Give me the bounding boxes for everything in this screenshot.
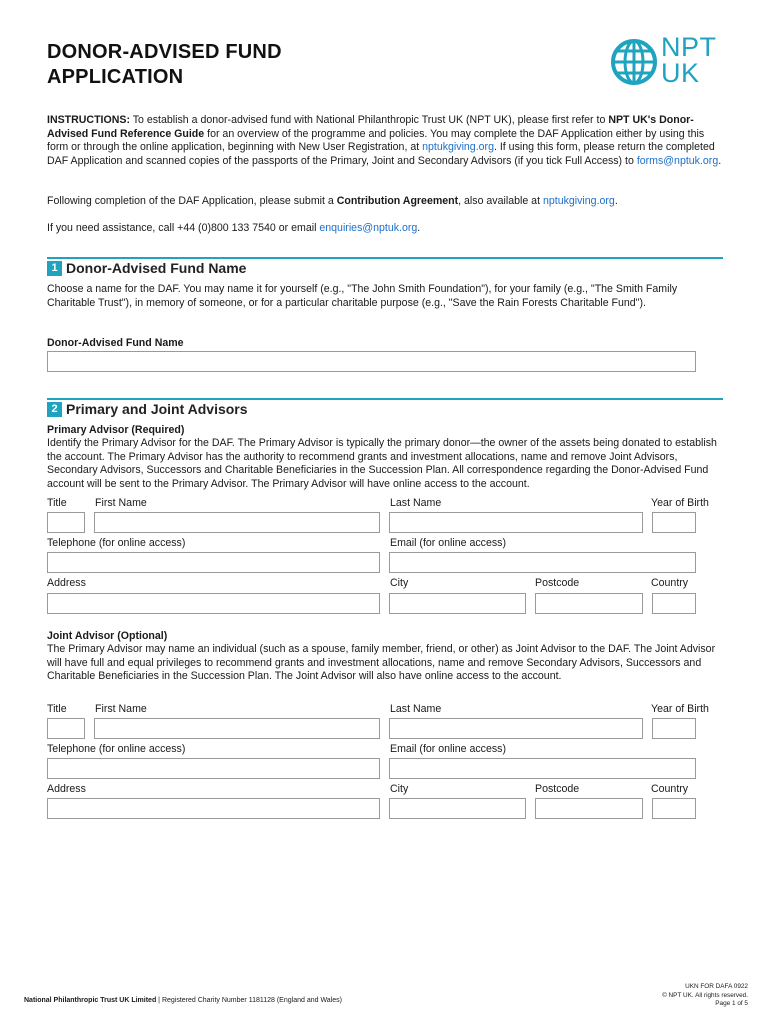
section-title: Donor-Advised Fund Name: [66, 260, 247, 276]
label-telephone: Telephone (for online access): [47, 743, 186, 755]
label-address: Address: [47, 577, 86, 589]
label-last-name: Last Name: [390, 703, 442, 715]
joint-last-name-input[interactable]: [389, 718, 643, 739]
text: .: [718, 154, 722, 167]
primary-postcode-input[interactable]: [535, 593, 643, 614]
section-title: Primary and Joint Advisors: [66, 401, 248, 417]
label-postcode: Postcode: [535, 783, 580, 795]
joint-email-input[interactable]: [389, 758, 696, 779]
title-line-2: APPLICATION: [47, 66, 184, 88]
fund-name-input[interactable]: [47, 351, 696, 372]
joint-advisor-heading: Joint Advisor (Optional): [47, 630, 168, 642]
logo-text-npt: NPT: [661, 32, 717, 62]
primary-advisor-heading: Primary Advisor (Required): [47, 424, 185, 436]
section-1-description: Choose a name for the DAF. You may name it for yourself (e.g., "The John Smith Foundation"), for your family (e.g., "The Smith Family Charitable Trust"), in memory of someone, or for a particular charitable purpose (e.g., "Save the Rain Forests Charitable Fund").: [47, 283, 678, 309]
footer-registration: [24, 997, 342, 1004]
contribution-paragraph: [47, 195, 723, 209]
title-line-1: DONOR-ADVISED FUND: [47, 41, 282, 63]
primary-telephone-input[interactable]: [47, 552, 380, 573]
text: .: [614, 195, 618, 207]
section-number: 2: [47, 402, 62, 417]
text: .: [417, 222, 421, 234]
text: . If using this form, please return the completed DAF Application and scanned copies of the passports of the Primary, Joint and Secondary Advisors (if you tick Full Access) to: [47, 141, 715, 167]
forms-email-link[interactable]: forms@nptuk.org: [636, 154, 719, 167]
fund-name-label: Donor-Advised Fund Name: [47, 337, 184, 349]
primary-address-input[interactable]: [47, 593, 380, 614]
footer-meta: [662, 983, 748, 1009]
label-postcode: Postcode: [535, 577, 580, 589]
page-title: [47, 40, 282, 90]
joint-advisor-description: The Primary Advisor may name an individual (such as a spouse, family member, friend, or other) as Joint Advisor to the DAF. The Joint Advisor will have full and equal privileges to recommend grants and investment allocations, name and remove Secondary Advisors, Successors and Charitable Beneficiaries in the Succession Plan. The Joint Advisor will also have online access to the account.: [47, 643, 716, 682]
text: If you need assistance, call +44 (0)800 133 7540 or email: [47, 222, 320, 234]
primary-city-input[interactable]: [389, 593, 526, 614]
npt-uk-logo: [610, 32, 728, 88]
label-year-of-birth: Year of Birth: [651, 497, 709, 509]
reference-guide-title: NPT UK's Donor-Advised Fund Reference Guide: [47, 114, 694, 140]
joint-first-name-input[interactable]: [94, 718, 380, 739]
text: , also available at: [458, 195, 543, 207]
joint-postcode-input[interactable]: [535, 798, 643, 819]
label-address: Address: [47, 783, 86, 795]
instructions-paragraph: [47, 114, 723, 168]
label-city: City: [390, 577, 409, 589]
assistance-paragraph: [47, 222, 723, 236]
label-first-name: First Name: [95, 497, 147, 509]
joint-country-input[interactable]: [652, 798, 696, 819]
section-number: 1: [47, 261, 62, 276]
copyright: © NPT UK. All rights reserved.: [662, 991, 748, 999]
primary-email-input[interactable]: [389, 552, 696, 573]
nptukgiving-link-2[interactable]: nptukgiving.org: [542, 195, 615, 207]
label-country: Country: [651, 783, 689, 795]
joint-city-input[interactable]: [389, 798, 526, 819]
label-email: Email (for online access): [390, 743, 506, 755]
form-code: UKN FOR DAFA 0922: [685, 983, 748, 990]
primary-advisor-description: Identify the Primary Advisor for the DAF. The Primary Advisor is typically the primary donor—the owner of the assets being donated to establish the account. The Primary Advisor has the authority to recommend grants and investment allocations, name and remove Joint Advisors, Secondary Advisors, Successors and Charitable Beneficiaries in the Succession Plan. All correspondence regarding the Donor-Advised Fund account will be sent to the Primary Advisor. The Primary Advisor will have online access to the account.: [47, 437, 717, 490]
text: To establish a donor-advised fund with National Philanthropic Trust UK (NPT UK), please first refer to: [129, 114, 609, 126]
primary-year-of-birth-input[interactable]: [652, 512, 696, 533]
primary-title-input[interactable]: [47, 512, 85, 533]
joint-year-of-birth-input[interactable]: [652, 718, 696, 739]
contribution-agreement-title: Contribution Agreement: [336, 195, 459, 207]
nptukgiving-link[interactable]: nptukgiving.org: [422, 141, 494, 153]
label-country: Country: [651, 577, 689, 589]
logo-text-uk: UK: [661, 58, 700, 88]
label-last-name: Last Name: [390, 497, 442, 509]
section-2-header: [47, 398, 723, 424]
footer-reg: | Registered Charity Number 1181128 (England and Wales): [156, 997, 342, 1004]
label-telephone: Telephone (for online access): [47, 537, 186, 549]
section-1-header: [47, 257, 723, 283]
label-year-of-birth: Year of Birth: [651, 703, 709, 715]
text: for an overview of the programme and policies. You may complete the DAF Application either by using this form or through the online application, beginning with New User Registration, at: [47, 127, 705, 153]
instructions-lead: INSTRUCTIONS:: [47, 114, 130, 126]
label-first-name: First Name: [95, 703, 147, 715]
label-title: Title: [47, 703, 67, 715]
label-title: Title: [47, 497, 67, 509]
page-number: Page 1 of 5: [715, 1000, 748, 1007]
primary-last-name-input[interactable]: [389, 512, 643, 533]
label-email: Email (for online access): [390, 537, 506, 549]
joint-telephone-input[interactable]: [47, 758, 380, 779]
footer-org: National Philanthropic Trust UK Limited: [24, 997, 157, 1004]
primary-country-input[interactable]: [652, 593, 696, 614]
joint-title-input[interactable]: [47, 718, 85, 739]
enquiries-email-link[interactable]: enquiries@nptuk.org: [319, 222, 418, 234]
primary-first-name-input[interactable]: [94, 512, 380, 533]
globe-icon: [610, 38, 658, 86]
label-city: City: [390, 783, 409, 795]
text: Following completion of the DAF Application, please submit a: [47, 195, 337, 207]
joint-address-input[interactable]: [47, 798, 380, 819]
